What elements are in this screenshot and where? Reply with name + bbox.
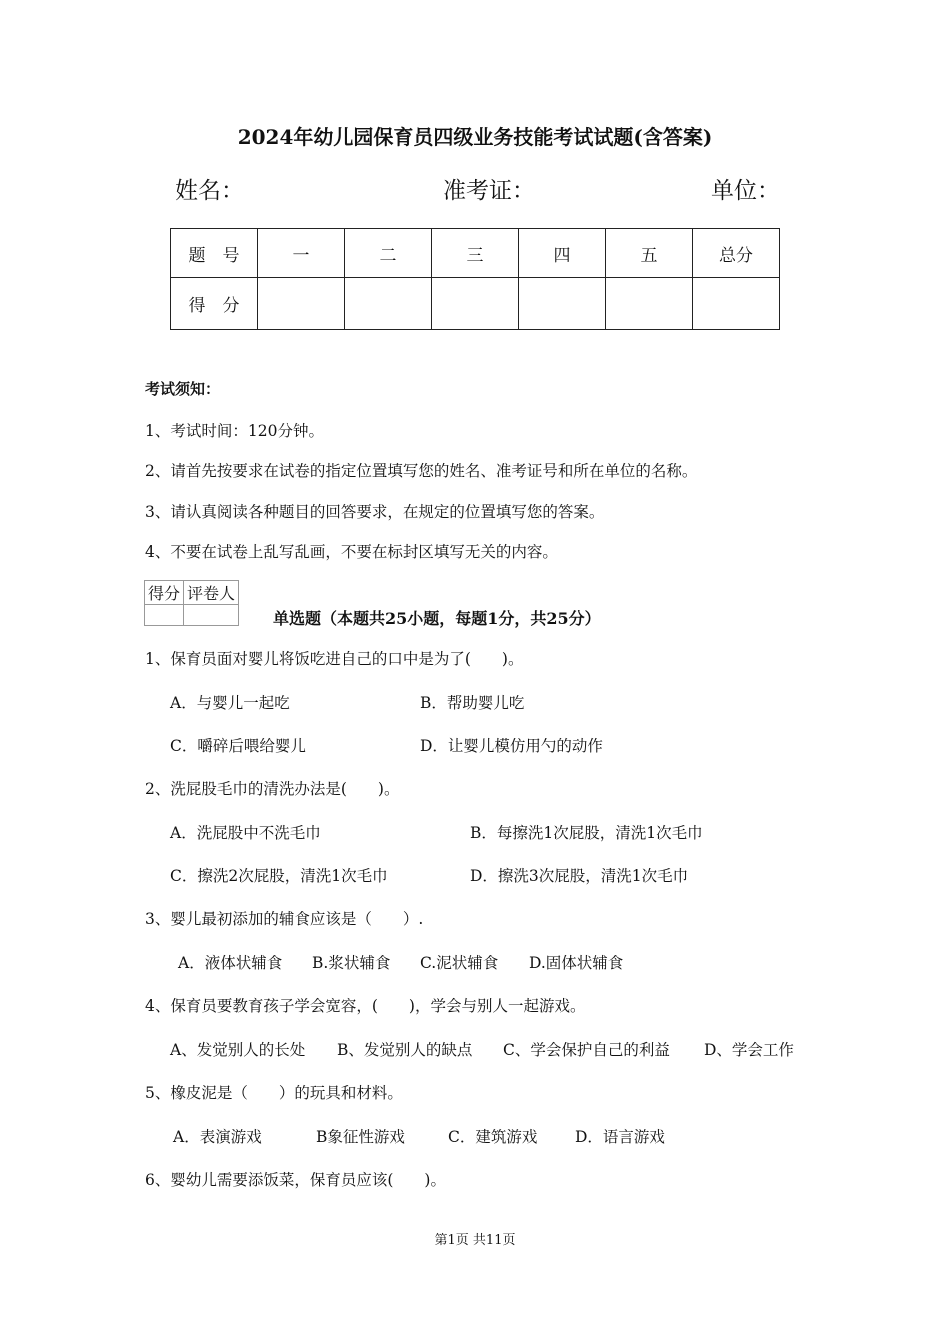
notice-item: 4、不要在试卷上乱写乱画，不要在标封区填写无关的内容。 <box>145 543 558 561</box>
question-stem: 3、婴儿最初添加的辅食应该是（ ）. <box>145 910 424 928</box>
score-row-label: 得 分 <box>171 278 258 330</box>
score-table-header-cell: 一 <box>258 229 345 278</box>
option-b: B、发觉别人的缺点 <box>337 1041 473 1059</box>
score-table-score-row <box>171 278 780 330</box>
option-a: A、发觉别人的长处 <box>170 1041 306 1059</box>
question-stem: 4、保育员要教育孩子学会宽容，( )，学会与别人一起游戏。 <box>145 997 586 1015</box>
score-table-header-cell: 总分 <box>693 229 780 278</box>
grader-name-label: 评卷人 <box>184 581 239 605</box>
question-stem: 6、婴幼儿需要添饭菜，保育员应该( )。 <box>145 1171 446 1189</box>
notice-item: 3、请认真阅读各种题目的回答要求，在规定的位置填写您的答案。 <box>145 503 605 521</box>
score-cell <box>258 278 345 330</box>
option-b: B．每擦洗1次屁股，清洗1次毛巾 <box>470 824 703 842</box>
score-cell <box>606 278 693 330</box>
score-table-header-cell: 三 <box>432 229 519 278</box>
score-table-header-cell: 二 <box>345 229 432 278</box>
score-table-header-row <box>171 229 780 278</box>
section-title: 单选题（本题共25小题，每题1分，共25分） <box>273 609 601 628</box>
score-table-header-cell: 五 <box>606 229 693 278</box>
grader-name-cell <box>184 605 239 626</box>
exam-id-field-label: 准考证： <box>443 178 535 204</box>
score-cell <box>432 278 519 330</box>
option-a: A．洗屁股中不洗毛巾 <box>170 824 321 842</box>
option-c: C．擦洗2次屁股，清洗1次毛巾 <box>170 867 388 885</box>
page-footer: 第1页 共11页 <box>434 1233 516 1248</box>
option-a: A．与婴儿一起吃 <box>170 694 290 712</box>
option-d: D．擦洗3次屁股，清洗1次毛巾 <box>470 867 689 885</box>
score-table-header-cell: 题 号 <box>171 229 258 278</box>
option-c: C、学会保护自己的利益 <box>503 1041 670 1059</box>
option-d: D．语言游戏 <box>575 1128 665 1146</box>
question-stem: 2、洗屁股毛巾的清洗办法是( )。 <box>145 780 400 798</box>
option-d: D.固体状辅食 <box>529 954 624 972</box>
option-b: B象征性游戏 <box>316 1128 405 1146</box>
grader-score-cell <box>145 605 184 626</box>
option-c: C.泥状辅食 <box>420 954 499 972</box>
score-cell <box>345 278 432 330</box>
option-d: D、学会工作 <box>704 1041 794 1059</box>
notice-item: 1、考试时间：120分钟。 <box>145 422 324 440</box>
option-c: C．嚼碎后喂给婴儿 <box>170 737 306 755</box>
option-c: C．建筑游戏 <box>448 1128 538 1146</box>
score-table <box>170 228 780 330</box>
option-b: B．帮助婴儿吃 <box>420 694 525 712</box>
name-field-label: 姓名： <box>175 178 244 204</box>
question-stem: 1、保育员面对婴儿将饭吃进自己的口中是为了( )。 <box>145 650 524 668</box>
unit-field-label: 单位： <box>711 178 780 204</box>
score-cell <box>519 278 606 330</box>
score-table-header-cell: 四 <box>519 229 606 278</box>
option-a: A．液体状辅食 <box>178 954 283 972</box>
notice-item: 2、请首先按要求在试卷的指定位置填写您的姓名、准考证号和所在单位的名称。 <box>145 462 698 480</box>
grader-box <box>144 580 239 626</box>
grader-score-label: 得分 <box>145 581 184 605</box>
option-d: D．让婴儿模仿用勺的动作 <box>420 737 603 755</box>
page-title: 2024年幼儿园保育员四级业务技能考试试题(含答案) <box>237 125 713 149</box>
score-cell <box>693 278 780 330</box>
option-b: B.浆状辅食 <box>312 954 391 972</box>
question-stem: 5、橡皮泥是（ ）的玩具和材料。 <box>145 1084 403 1102</box>
option-a: A．表演游戏 <box>173 1128 262 1146</box>
notice-heading: 考试须知： <box>145 380 221 398</box>
